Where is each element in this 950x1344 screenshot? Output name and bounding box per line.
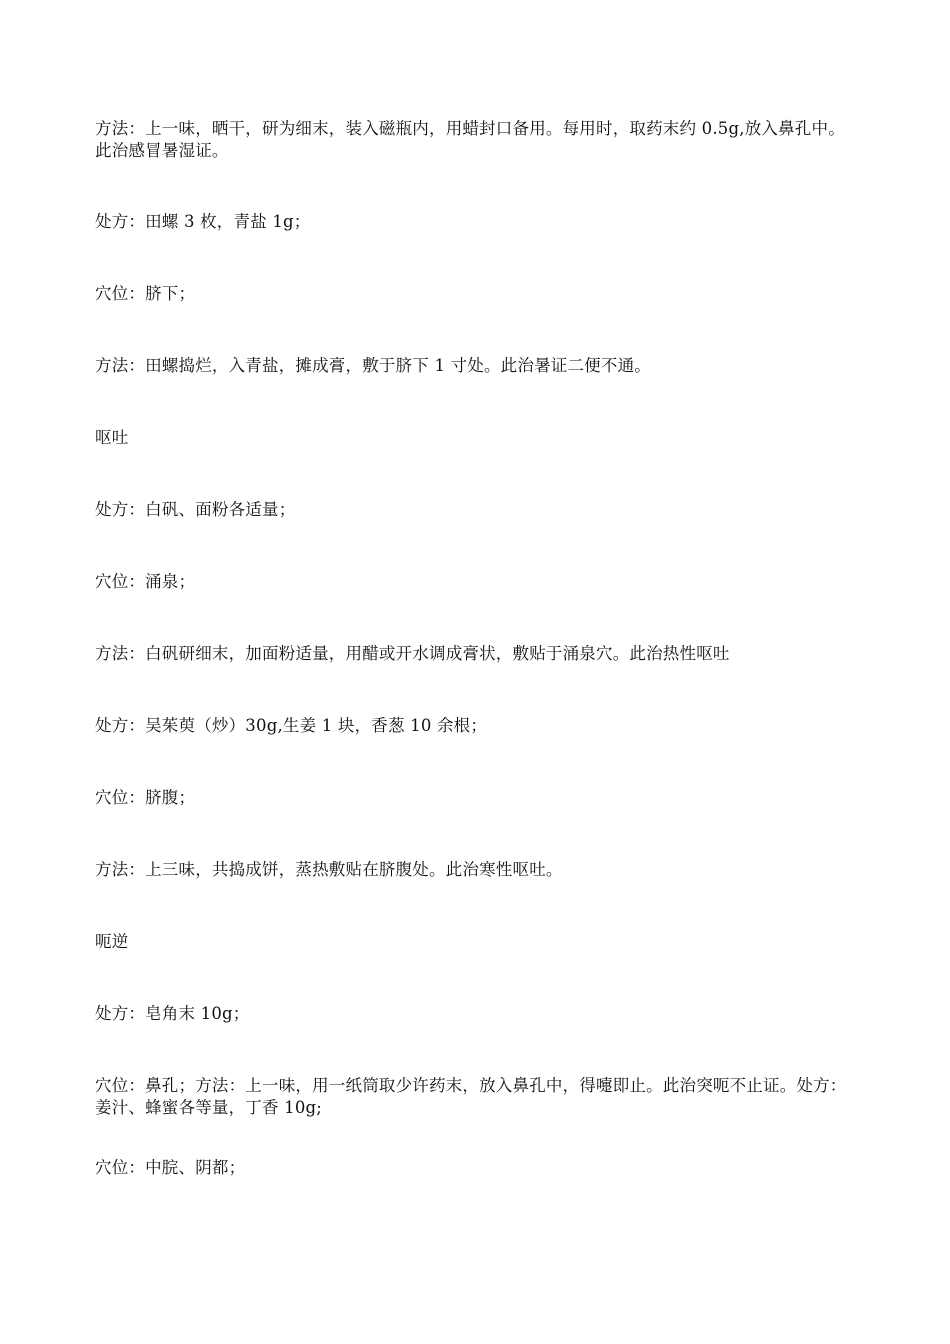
paragraph-prescription-snail: 处方：田螺 3 枚，青盐 1g； bbox=[95, 212, 311, 231]
paragraph-acupoint-below-navel: 穴位：脐下； bbox=[95, 284, 196, 303]
paragraph-acupoint-nostril-method: 穴位：鼻孔；方法：上一味，用一纸筒取少许药末，放入鼻孔中，得嚏即止。此治突呃不止证。处方：姜汁、蜂蜜各等量，丁香 10g; bbox=[95, 1076, 847, 1117]
paragraph-acupoint-zhongwan-yindu: 穴位：中脘、阴都； bbox=[95, 1158, 246, 1177]
paragraph-prescription-evodia: 处方：吴茱萸（炒）30g,生姜 1 块，香葱 10 余根； bbox=[95, 716, 488, 735]
paragraph-acupoint-yongquan: 穴位：涌泉； bbox=[95, 572, 196, 591]
paragraph-method-alum-paste: 方法：白矾研细末，加面粉适量，用醋或开水调成膏状，敷贴于涌泉穴。此治热性呕吐 bbox=[95, 644, 730, 663]
section-heading-hiccup: 呃逆 bbox=[95, 932, 129, 951]
section-heading-vomiting: 呕吐 bbox=[95, 428, 129, 447]
paragraph-prescription-alum: 处方：白矾、面粉各适量； bbox=[95, 500, 296, 519]
paragraph-method-sneeze-powder: 方法：上一味，晒干，研为细末，装入磁瓶内，用蜡封口备用。每用时，取药末约 0.5g,放入鼻孔中。此治感冒暑湿证。 bbox=[95, 119, 845, 160]
paragraph-acupoint-navel-abdomen: 穴位：脐腹； bbox=[95, 788, 196, 807]
paragraph-method-snail-paste: 方法：田螺捣烂，入青盐，摊成膏，敷于脐下 1 寸处。此治暑证二便不通。 bbox=[95, 356, 651, 375]
paragraph-prescription-gleditsia: 处方：皂角末 10g； bbox=[95, 1004, 250, 1023]
paragraph-method-steamed-cake: 方法：上三味，共捣成饼，蒸热敷贴在脐腹处。此治寒性呕吐。 bbox=[95, 860, 563, 879]
